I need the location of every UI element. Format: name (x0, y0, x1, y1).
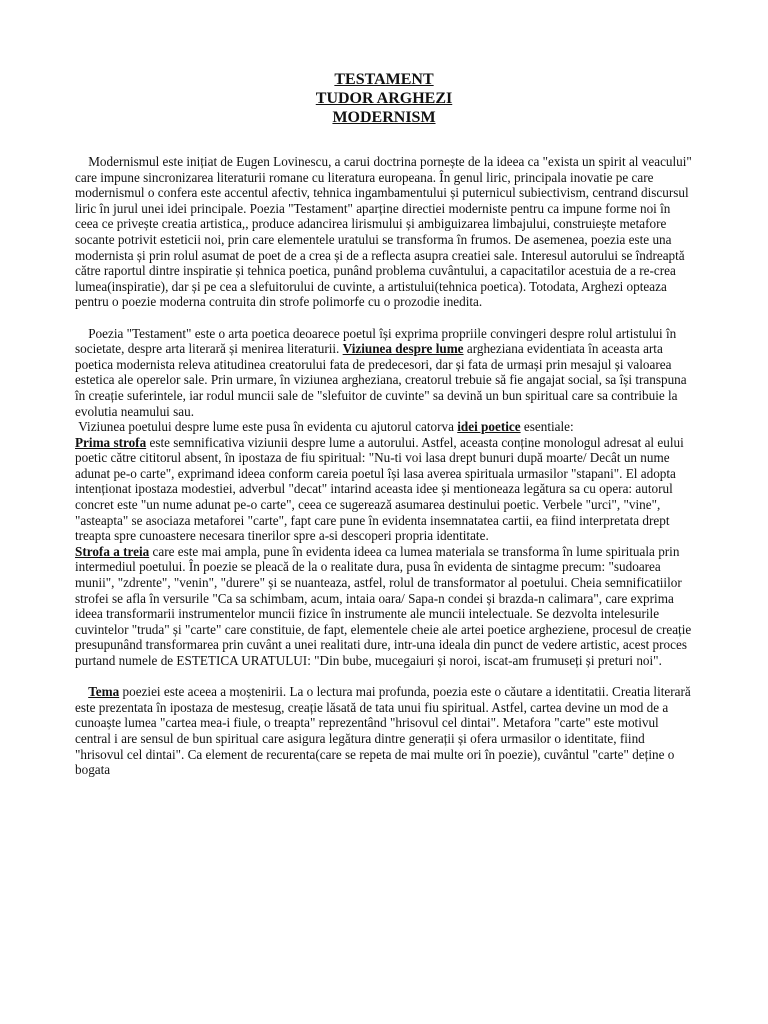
paragraph-idei-poetice-pre: Viziunea poetului despre lume este pusa în evidenta cu ajutorul catorva (75, 419, 458, 435)
paragraph-strofa-a-treia-text: care este mai ampla, pune în evidenta ideea ca lumea materiala se transforma în lume spirituala prin intermediul poetului. În poezie se pleacă de la o realitate dura, pusa în evidenta de sintagme precum: "sudoarea munii", "zdrente", "venin", "durere" și se nuanteaza, astfel, rolul de transformator al poetului. Cheia semnificatiilor strofei se afla în versurile "Ca sa schimbam, acum, intaia oara/ Sapa-n condei și brazda-n calimara", care exprima ideea transformarii instrumentelor muncii fizice în instrumente ale muncii intelectuale. Se dezvolta intelesurile cuvintelor "truda" și "carte" care constituie, de fapt, elementele cheie ale artei poetice argheziene, procesul de creație presupunând transformarea prin cuvânt a unei realitati dure, intr-una ideala din punct de vedere artistic, acest proces purtand numele de ESTETICA URATULUI: "Din bube, mucegaiuri și noroi, iscat-am frumuseți și preturi noi". (75, 543, 692, 668)
paragraph-arta-poetica-pre: Poezia "Testament" este o arta poetica deoarece poetul își exprima propriile convingeri despre rolul artistului în societate, despre arta literară și menirea literaturii. (75, 325, 680, 357)
paragraph-tema-indent (75, 684, 88, 699)
paragraph-idei-poetice-post: esentiale: (520, 419, 574, 435)
document-body (75, 154, 695, 778)
title-line-2: TUDOR ARGHEZI (315, 90, 453, 107)
heading-idei-poetice: idei poetice (457, 419, 521, 435)
title-line-3: MODERNISM (332, 109, 436, 126)
paragraph-intro-text: Modernismul este inițiat de Eugen Lovinescu, a carui doctrina pornește de la ideea ca "exista un spirit al veacului" care impune sincronizarea literaturii romane cu literatura europeana. În genul liric, principala inovatie pe care modernismul o confera este accentul afectiv, tehnica ingambamentului și puternicul subiectivism, centrand discursul liric în jurul unei idei principale. Poezia "Testament" aparține directiei moderniste pentru ca impune forme noi în ceea ce privește creatia artistica,, produce adancirea lirismului și ambiguizarea limbajului, construiește metafore socante potrivit esteticii noi, prin care elementele uratului se transforma în frumos. De asemenea, poezia este una modernista și prin rolul asumat de poet de a crea și de a reflecta asupra creatiei sale. Interesul autorului se îndreaptă către raportul dintre inspiratie și tehnica poetica, punând problema cuvântului, a capacitatilor acestuia de a re-crea lumea(inspiratie), dar și pe cea a slefuitorului de cuvinte, a artistului(tehnica poetica). Totodata, Arghezi opteaza pentru o poezie moderna contruita din strofe polimorfe cu o prozodie inedita. (75, 154, 696, 310)
document-title (0, 70, 768, 127)
paragraph-tema (75, 684, 695, 778)
paragraph-prima-strofa-text: este semnificativa viziunii despre lume a autorului. Astfel, aceasta conține monologul adresat al eului poetic către cititorul absent, în ipostaza de fiu spiritual: "Nu-ti voi lasa drept bunuri după moarte/ Decât un nume adunat pe-o carte", exprimand ideea conform careia poetul își lasa averea spirituala urmasilor "stapani". El adopta intenționat ipostaza modestiei, adverbul "decat" intarind aceasta idee și mentioneaza legătura sa cu opera: autorul concret este "un nume adunat pe-o carte", ceea ce sugerează asumarea destinului poetic. Verbele "urci", "vine", "asteapta" se asociaza metaforei "carte", fapt care pune în evidenta insemnatatea cartii, ea fiind interpretata drept treapta spre cunoastere necesara tinerilor spre a-si descoperi propria identitate. (75, 434, 684, 544)
paragraph-arta-poetica-post: argheziana evidentiata în aceasta arta poetica modernista releva atitudinea creatorului fata de predecesori, dar și fata de urmași prin mesajul și valoarea estetica ale operelor sale. Prin urmare, în viziunea argheziana, creatorul trebuie să fie angajat social, sa își transpuna în creație suferintele, iar rodul muncii sale de "slefuitor de cuvinte" sa devină un bun spiritual care sa contribuie la evolutia neamului sau. (75, 341, 690, 419)
heading-viziunea-despre-lume: Viziunea despre lume (342, 341, 464, 357)
heading-strofa-a-treia: Strofa a treia (75, 543, 150, 559)
paragraph-prima-strofa (75, 435, 695, 544)
paragraph-intro (75, 154, 695, 310)
title-line-1: TESTAMENT (334, 71, 434, 88)
heading-prima-strofa: Prima strofa (75, 434, 147, 450)
heading-tema: Tema (88, 684, 120, 700)
paragraph-tema-text: poeziei este aceea a moștenirii. La o lectura mai profunda, poezia este o căutare a identitatii. Creatia literară este prezentata în ipostaza de mestesug, creație lăsată de tata unui fiu spiritual. Astfel, cartea devine un mod de a cunoaște lumea "cartea mea-i fiule, o treapta" reprezentând "hrisovul cel dintai". Metafora "carte" este motivul central i are sensul de bun spiritual care asigura legătura dintre generații și ofera urmasilor o identitate, fiind "hrisovul cel dintai". Ca element de recurenta(care se repeta de mai multe ori în poezie), cuvântul "carte" deține o bogata (75, 684, 695, 778)
paragraph-arta-poetica (75, 326, 695, 420)
paragraph-idei-poetice (75, 419, 695, 435)
paragraph-strofa-a-treia (75, 544, 695, 669)
